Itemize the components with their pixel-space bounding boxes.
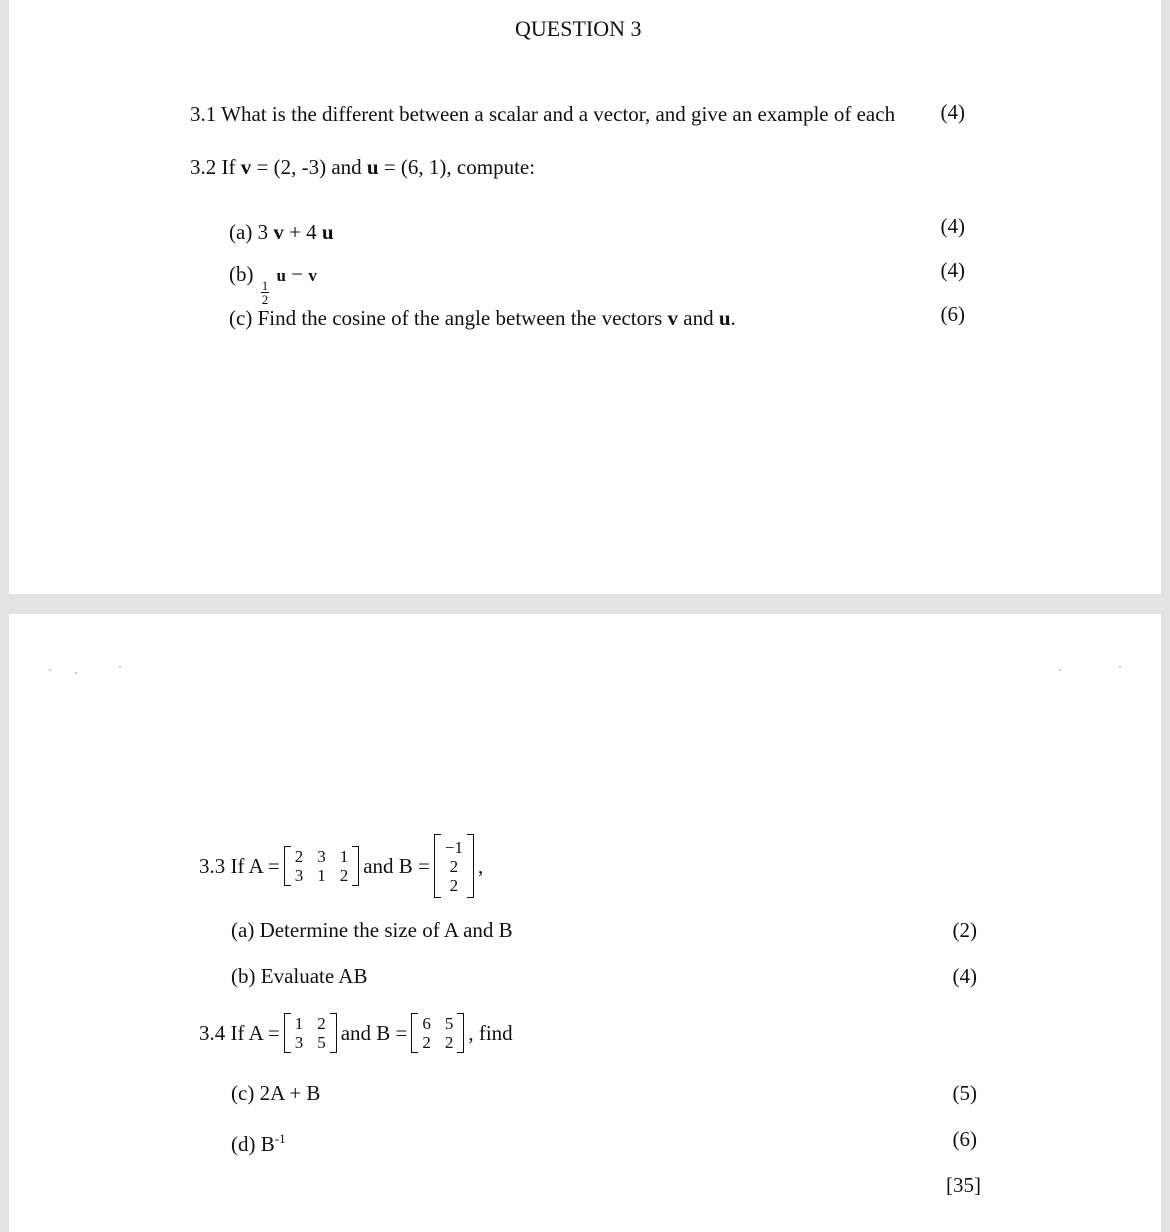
- q3-4-label: 3.4 If A =: [199, 1021, 280, 1045]
- matrix-a-grid: [291, 1013, 330, 1053]
- q3-2-b-label: (b): [229, 262, 254, 286]
- matrix-entry: 2: [449, 856, 459, 876]
- q3-1-text: [190, 101, 895, 127]
- q3-2-b-v: v: [308, 266, 317, 285]
- scan-speck: [119, 666, 121, 668]
- q3-2-a-label: (a): [229, 220, 253, 244]
- q3-4-c: [231, 1080, 320, 1106]
- matrix-b-grid: [441, 837, 467, 896]
- matrix-entry: 2: [449, 875, 459, 895]
- q3-4-d: [231, 1126, 286, 1157]
- q3-2-b-marks: (4): [940, 258, 965, 282]
- bracket-left: [434, 834, 441, 898]
- q3-2-if: If: [221, 155, 236, 179]
- matrix-entry: 5: [317, 1033, 326, 1052]
- scan-speck: [49, 669, 51, 671]
- q3-4-d-label: (d): [231, 1132, 256, 1156]
- q3-2-b-u: u: [276, 266, 286, 285]
- q3-4-matrix-a: [284, 1013, 337, 1053]
- q3-2-c-and: and: [678, 306, 719, 330]
- q3-2-a-u: u: [321, 220, 334, 244]
- q3-2-label: 3.2: [190, 155, 217, 179]
- q3-3-comma: ,: [477, 854, 484, 878]
- q3-3-a-marks: (2): [952, 918, 977, 942]
- matrix-entry: 3: [294, 1033, 304, 1052]
- matrix-entry: 5: [444, 1014, 454, 1033]
- matrix-entry: 1: [317, 866, 326, 885]
- fraction-numerator: 1: [261, 278, 269, 293]
- bracket-right: [467, 834, 474, 898]
- matrix-entry: 1: [294, 1014, 304, 1033]
- q3-2-u-symbol: u: [366, 155, 379, 179]
- q3-4-statement: [199, 1010, 513, 1056]
- q3-2-a-coef: 3: [257, 220, 269, 244]
- total-marks: [35]: [946, 1173, 981, 1197]
- scan-speck: [1119, 666, 1121, 668]
- matrix-entry: 1: [339, 847, 349, 866]
- q3-1-label: 3.1: [190, 102, 217, 126]
- q3-4-c-label: (c): [231, 1081, 255, 1105]
- matrix-entry: −1: [444, 837, 463, 857]
- q3-2-v-value: = (2, -3) and: [251, 155, 367, 179]
- matrix-entry: 3: [317, 847, 326, 866]
- q3-3-b-marks: (4): [952, 964, 977, 988]
- bracket-right: [352, 846, 359, 886]
- q3-4-c-text: 2A + B: [259, 1081, 321, 1105]
- q3-3-b-text: Evaluate AB: [260, 964, 368, 988]
- matrix-entry: 6: [422, 1014, 431, 1033]
- q3-3-matrix-b: [434, 834, 474, 898]
- q3-3-a: [231, 917, 513, 943]
- q3-4-c-marks: (5): [952, 1081, 977, 1105]
- q3-3-statement: [199, 826, 483, 906]
- bracket-right: [457, 1013, 464, 1053]
- q3-3-and-b: and B =: [363, 854, 430, 878]
- q3-2-b: [229, 261, 317, 306]
- q3-3-b-label: (b): [231, 964, 256, 988]
- matrix-entry: 2: [422, 1033, 431, 1052]
- q3-3-b: [231, 963, 367, 989]
- q3-2-c-end: .: [730, 306, 736, 330]
- q3-3-label: 3.3 If A =: [199, 854, 280, 878]
- matrix-a-grid: [291, 846, 353, 886]
- q3-4-d-sup: -1: [274, 1131, 286, 1146]
- q3-2-a: [229, 219, 334, 245]
- q3-2-u-value: = (6, 1), compute:: [378, 155, 536, 179]
- fraction-denominator: 2: [261, 292, 269, 307]
- q3-2-c-u: u: [718, 306, 731, 330]
- q3-2-c-text: Find the cosine of the angle between the vectors: [257, 306, 663, 330]
- q3-2-c-marks: (6): [940, 302, 965, 326]
- matrix-entry: 2: [317, 1014, 326, 1033]
- q3-2-b-op: −: [285, 262, 309, 286]
- q3-2-c: [229, 305, 736, 331]
- bracket-left: [284, 1013, 291, 1053]
- q3-2-c-label: (c): [229, 306, 253, 330]
- q3-2-a-op: + 4: [283, 220, 322, 244]
- q3-4-matrix-b: [411, 1013, 464, 1053]
- q3-3-a-text: Determine the size of A and B: [259, 918, 513, 942]
- matrix-entry: 3: [294, 866, 304, 885]
- q3-3-matrix-a: [284, 846, 360, 886]
- q3-2-a-v: v: [273, 220, 284, 244]
- q3-4-find: , find: [468, 1021, 513, 1045]
- q3-4-d-base: B: [260, 1132, 275, 1156]
- q3-2-v-symbol: v: [240, 155, 252, 179]
- q3-1-marks: (4): [940, 100, 965, 124]
- q3-2-a-marks: (4): [940, 214, 965, 238]
- matrix-entry: 2: [444, 1033, 454, 1052]
- matrix-entry: 2: [339, 866, 349, 885]
- q3-4-and-b: and B =: [340, 1021, 408, 1045]
- bracket-right: [330, 1013, 337, 1053]
- matrix-b-grid: [418, 1013, 457, 1053]
- q3-3-a-label: (a): [231, 918, 255, 942]
- question-title: QUESTION 3: [515, 16, 642, 41]
- q3-1-question: What is the different between a scalar and a vector, and give an example of each: [221, 102, 896, 126]
- half-fraction: [261, 279, 270, 306]
- page-2: [9, 614, 1161, 1232]
- page-1: [9, 0, 1161, 594]
- q3-2-c-v: v: [667, 306, 679, 330]
- bracket-left: [411, 1013, 418, 1053]
- bracket-left: [284, 846, 291, 886]
- matrix-entry: 2: [294, 847, 304, 866]
- q3-4-d-marks: (6): [952, 1127, 977, 1151]
- scan-speck: [75, 672, 77, 674]
- q3-2-intro: [190, 154, 535, 180]
- scan-speck: [1059, 669, 1061, 671]
